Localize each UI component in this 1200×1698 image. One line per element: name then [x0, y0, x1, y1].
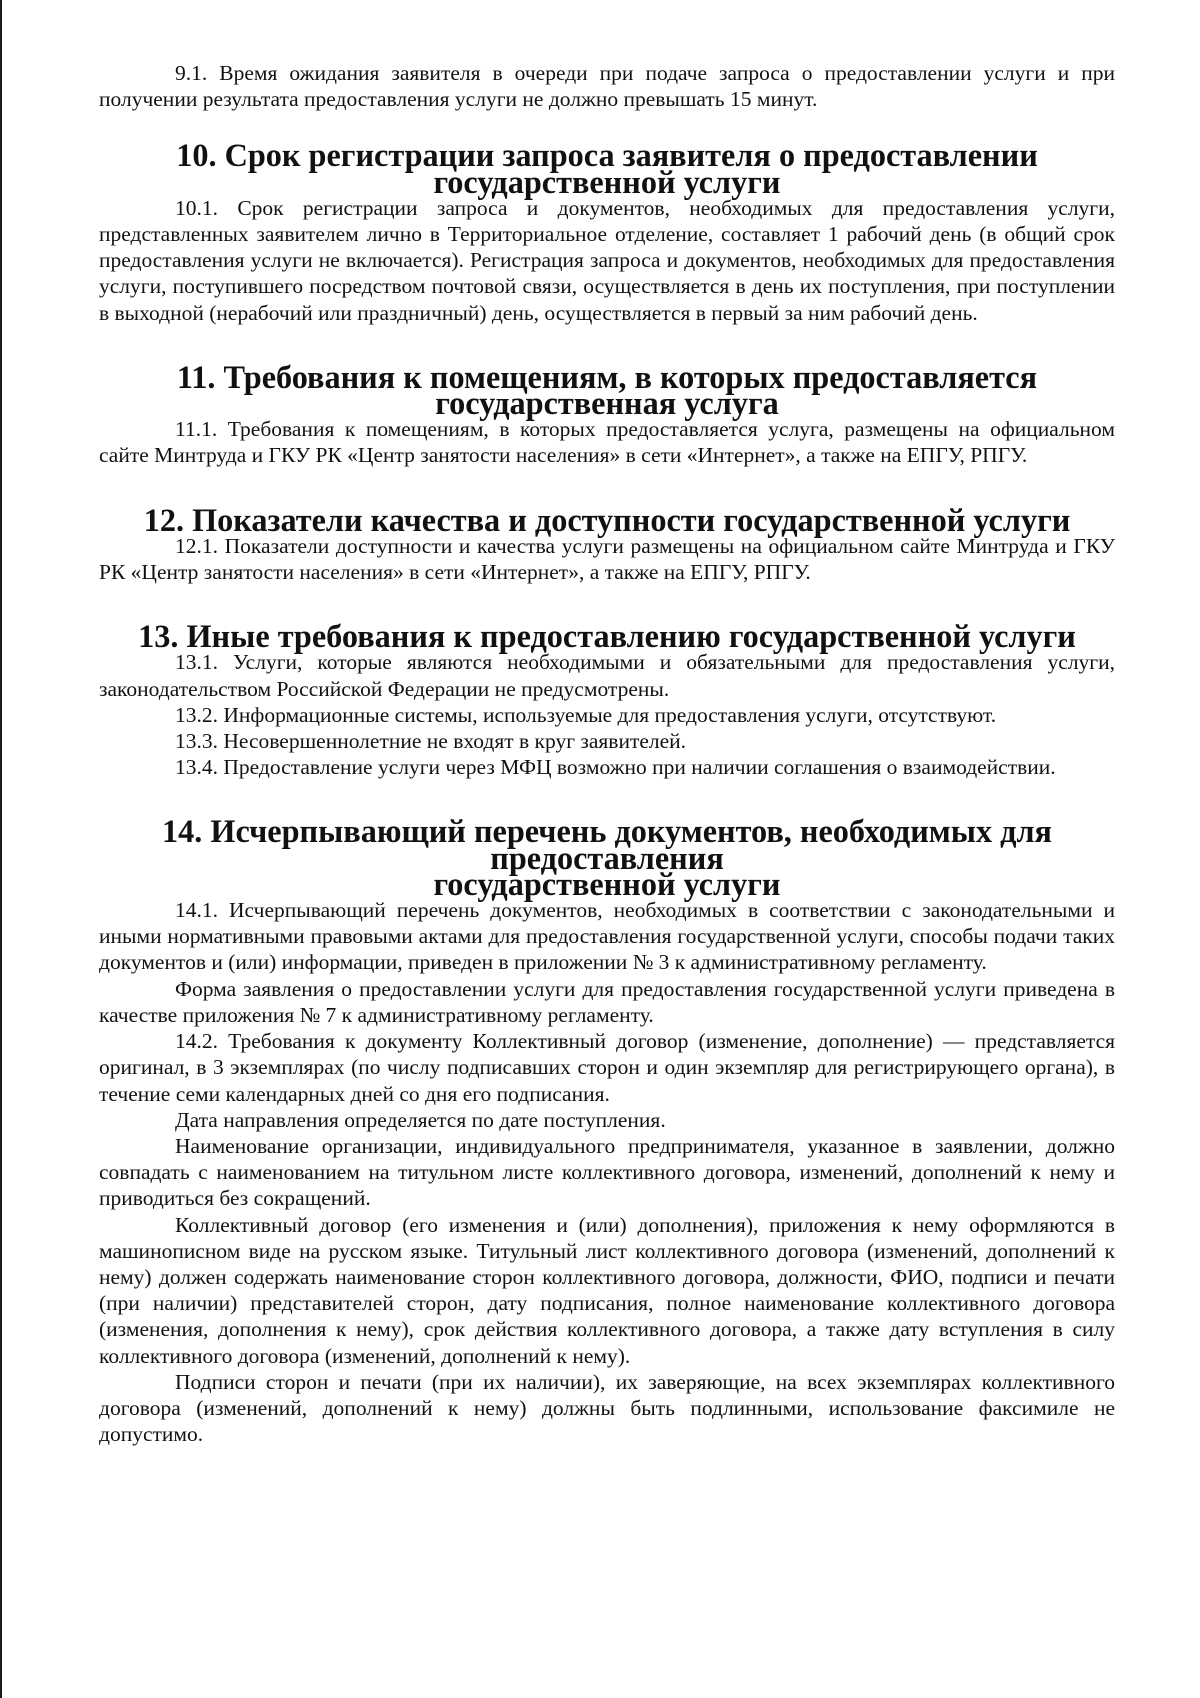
paragraph-14-sign: Подписи сторон и печати (при их наличии), их заверяющие, на всех экземплярах коллективного договора (изменений, дополнений к нему) должны быть подлинными, использование факсимиле не допустимо. — [99, 1369, 1115, 1447]
paragraph-14-name: Наименование организации, индивидуального предпринимателя, указанное в заявлении, должно совпадать с наименованием на титульном листе коллективного договора, изменений, дополнений к нему и приводиться без сокращений. — [99, 1133, 1115, 1211]
heading-section-12: 12. Показатели качества и доступности государственной услуги — [143, 501, 1071, 538]
paragraph-13-2: 13.2. Информационные системы, используемые для предоставления услуги, отсутствуют. — [175, 702, 997, 727]
heading-section-14-line2: государственной услуги — [433, 865, 781, 902]
document-body — [99, 60, 1115, 1447]
heading-section-14-line1: 14. Исчерпывающий перечень документов, необходимых для предоставления — [161, 813, 1052, 876]
heading-section-14 — [99, 813, 1115, 902]
paragraph-14-2: 14.2. Требования к документу Коллективный договор (изменение, дополнение) — представляется оригинал, в 3 экземплярах (по числу подписавших сторон и один экземпляр для регистрирующего органа), в течение семи календарных дней со дня его подписания. — [99, 1029, 1115, 1106]
paragraph-13-4: 13.4. Предоставление услуги через МФЦ возможно при наличии соглашения о взаимодействии. — [175, 755, 1056, 780]
paragraph-9-1: 9.1. Время ожидания заявителя в очереди при подаче запроса о предоставлении услуги и при получении результата предоставления услуги не должно превышать 15 минут. — [99, 61, 1115, 112]
paragraph-14-form: Форма заявления о предоставлении услуги для предоставления государственной услуги приведена в качестве приложения № 7 к административному регламенту. — [99, 976, 1115, 1027]
heading-section-13: 13. Иные требования к предоставлению государственной услуги — [138, 618, 1076, 655]
paragraph-13-3: 13.3. Несовершеннолетние не входят в круг заявителей. — [175, 729, 687, 754]
paragraph-13-1: 13.1. Услуги, которые являются необходимыми и обязательными для предоставления услуги, законодательством Российской Федерации не предусмотрены. — [99, 650, 1115, 701]
paragraph-11-1: 11.1. Требования к помещениям, в которых предоставляется услуга, размещены на официальном сайте Минтруда и ГКУ РК «Центр занятости населения» в сети «Интернет», а также на ЕПГУ, РПГУ. — [99, 417, 1115, 468]
paragraph-10-1: 10.1. Срок регистрации запроса и документов, необходимых для предоставления услуги, представленных заявителем лично в Территориальное отделение, составляет 1 рабочий день (в общий срок предоставления услуги не включается). Регистрация запроса и документов, необходимых для предоставления услуги, поступившего посредством почтовой связи, осуществляется в день их поступления, при поступлении в выходной (нерабочий или праздничный) день, осуществляется в первый за ним рабочий день. — [99, 195, 1115, 325]
heading-section-10: 10. Срок регистрации запроса заявителя о предоставлении государственной услуги — [176, 137, 1038, 200]
heading-section-11: 11. Требования к помещениям, в которых предоставляется государственная услуга — [176, 358, 1038, 422]
paragraph-14-format: Коллективный договор (его изменения и (или) дополнения), приложения к нему оформляются в машинописном виде на русском языке. Титульный лист коллективного договора (изменений, дополнений к нему) должен содержать наименование сторон коллективного договора, должности, ФИО, подписи и печати (при наличии) представителей сторон, дату подписания, полное наименование коллективного договора (изменения, дополнения к нему), срок действия коллективного договора, а также дату вступления в силу коллективного договора (изменений, дополнений к нему). — [99, 1212, 1115, 1368]
paragraph-14-date: Дата направления определяется по дате поступления. — [175, 1107, 666, 1132]
paragraph-12-1: 12.1. Показатели доступности и качества услуги размещены на официальном сайте Минтруда и ГКУ РК «Центр занятости населения» в сети «Интернет», а также на ЕПГУ, РПГУ. — [99, 533, 1115, 585]
paragraph-14-1: 14.1. Исчерпывающий перечень документов, необходимых в соответствии с законодательными и иными нормативными правовыми актами для предоставления государственной услуги, способы подачи таких документов и (или) информации, приведен в приложении № 3 к административному регламенту. — [99, 898, 1115, 975]
